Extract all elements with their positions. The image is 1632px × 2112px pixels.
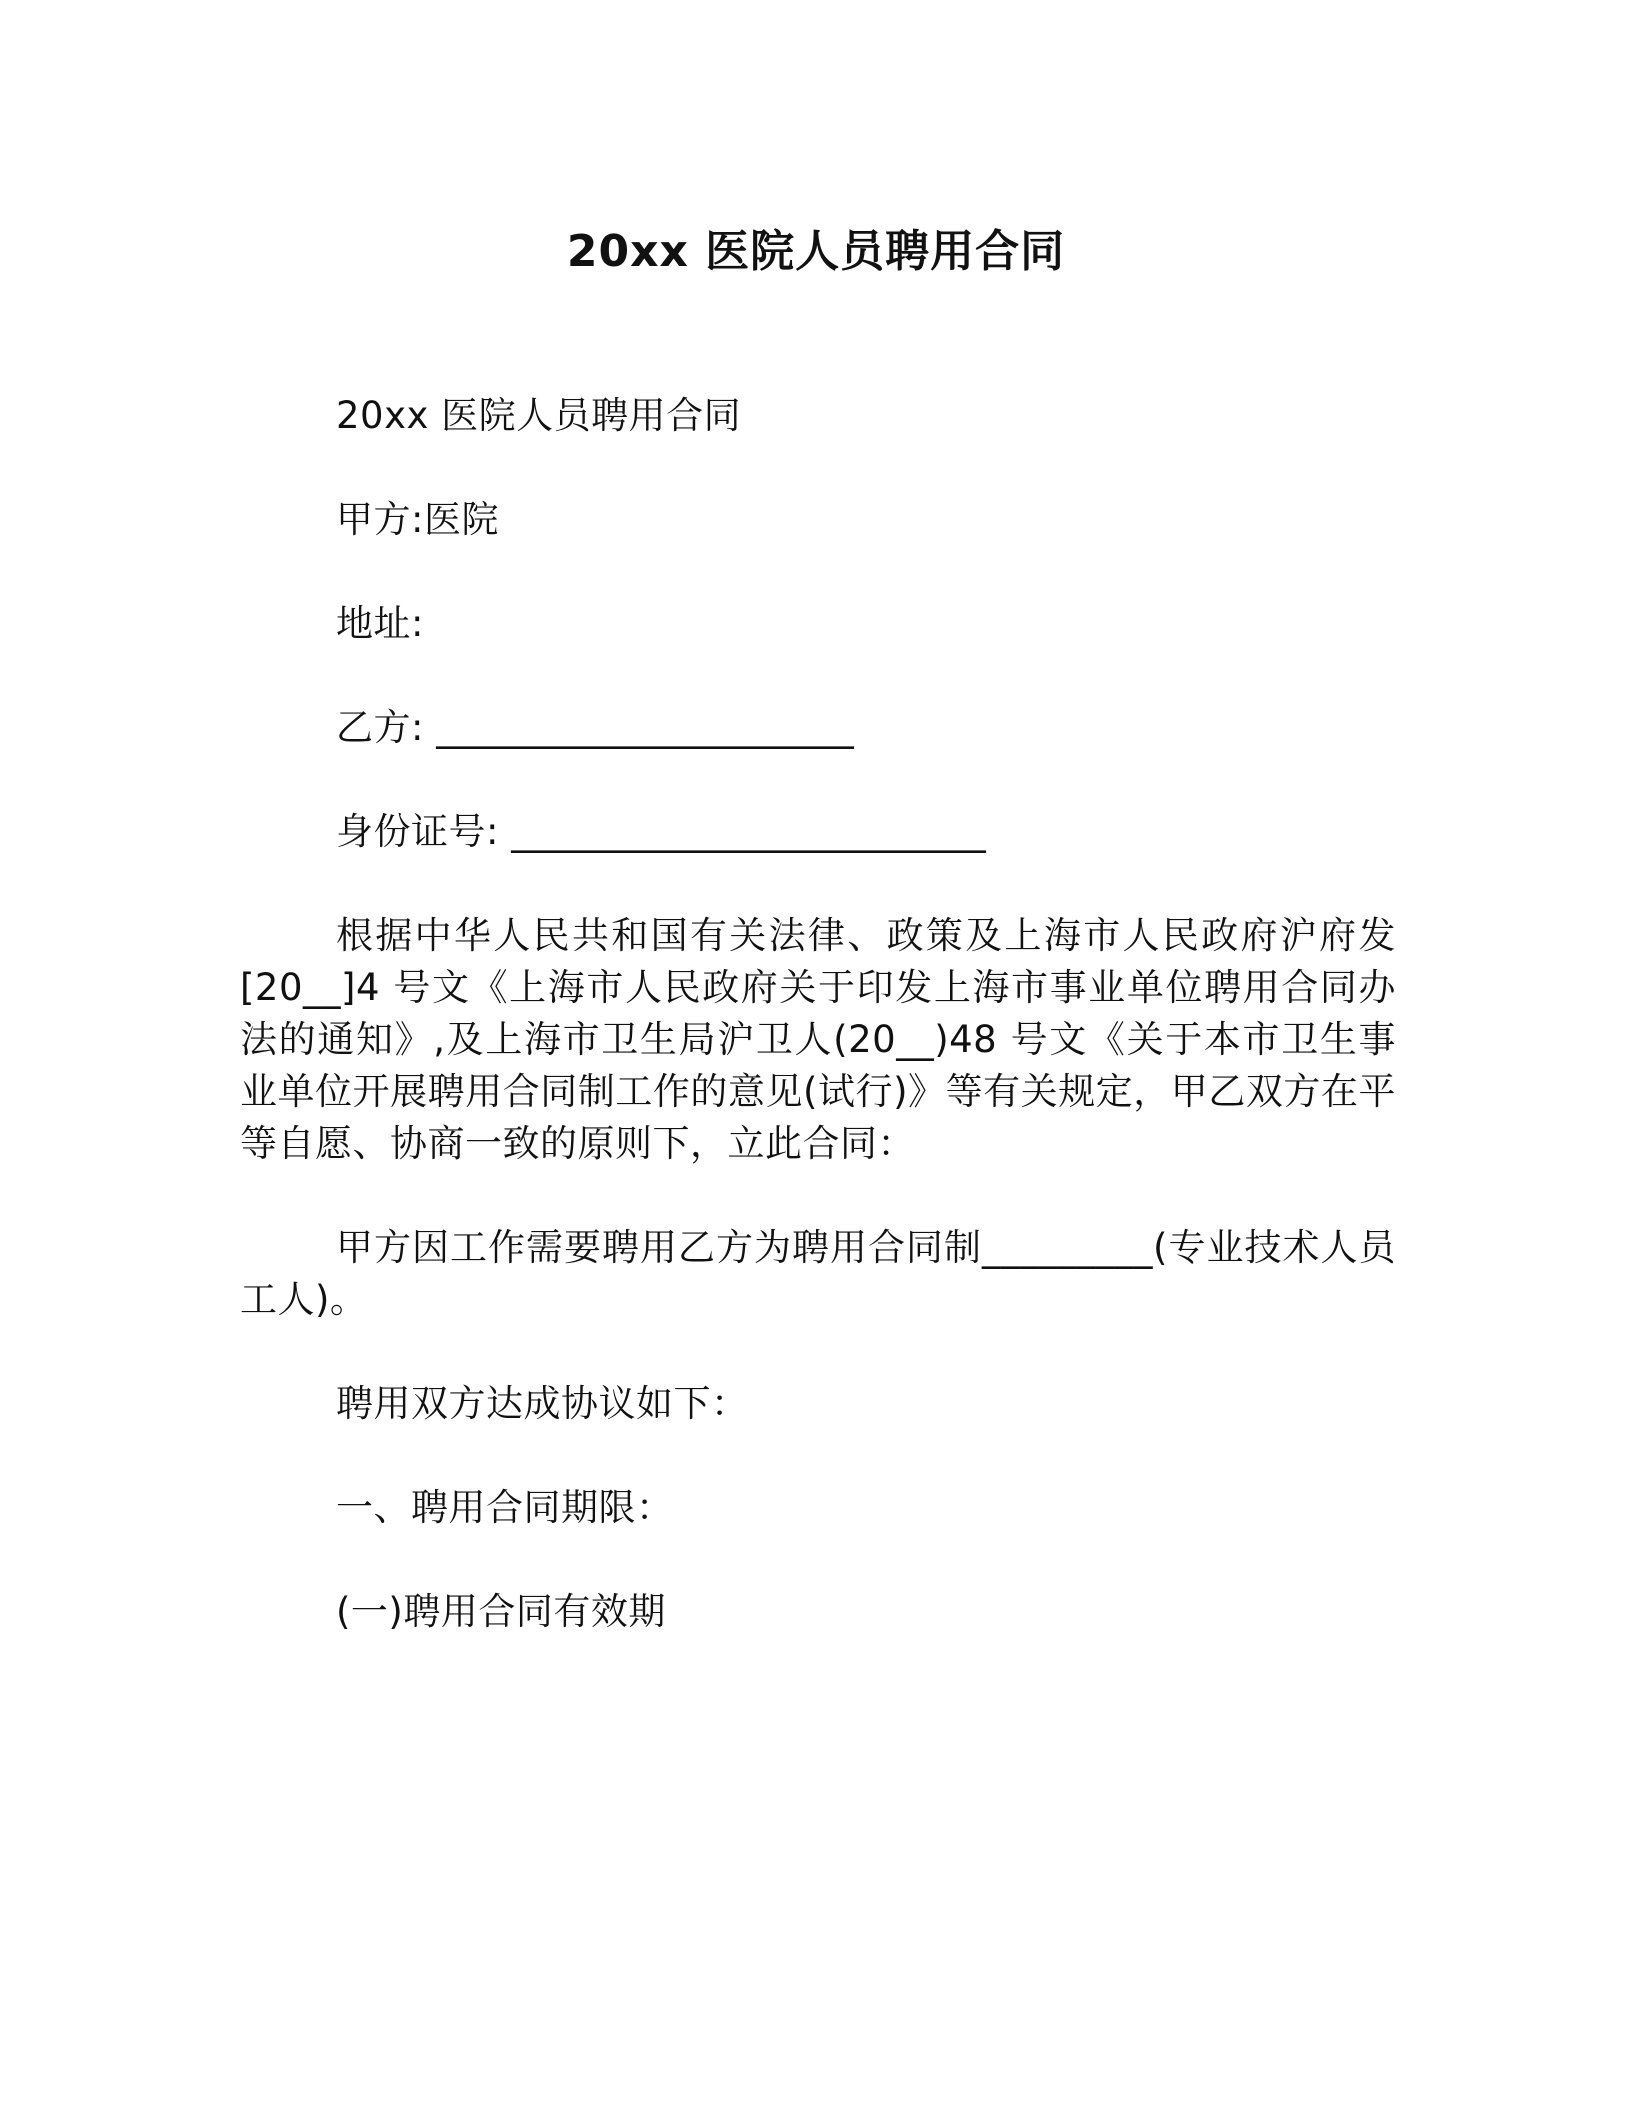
address-line: 地址: [336, 602, 424, 645]
employment-paragraph: 甲方因工作需要聘用乙方为聘用合同制_________(专业技术人员工人)。 [240, 1226, 1396, 1321]
party-a-line: 甲方:医院 [336, 498, 499, 541]
document-subtitle: 20xx 医院人员聘用合同 [336, 394, 742, 437]
basis-paragraph: 根据中华人民共和国有关法律、政策及上海市人民政府沪府发[20__]4 号文《上海市人民政府关于印发上海市事业单位聘用合同办法的通知》,及上海市卫生局沪卫人(20__)48 号文《关于本市卫生事业单位开展聘用合同制工作的意见(试行)》等有关规定，甲乙双方在平等自愿、协商一致的原则下，立此合同： [240, 914, 1396, 1165]
document-title: 20xx 医院人员聘用合同 [566, 226, 1066, 277]
agreement-intro: 聘用双方达成协议如下： [336, 1382, 749, 1425]
subsection-validity: (一)聘用合同有效期 [336, 1590, 666, 1633]
id-number-line: 身份证号: _________________________ [336, 810, 987, 853]
party-b-line: 乙方: ______________________ [336, 706, 855, 749]
document-body [240, 390, 1396, 1638]
section-heading-term: 一、聘用合同期限： [336, 1486, 674, 1529]
